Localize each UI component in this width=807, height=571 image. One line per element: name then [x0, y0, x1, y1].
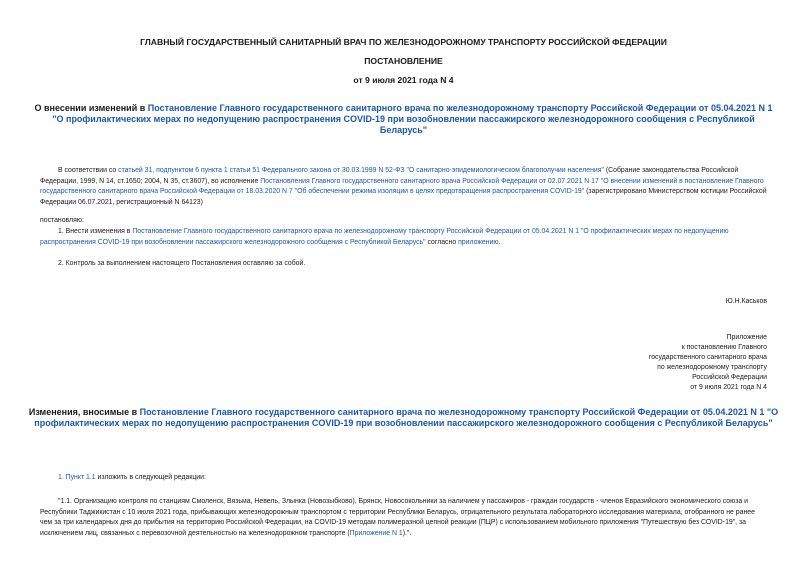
item-1-link-appendix[interactable]: приложению — [458, 238, 499, 246]
appendix-header — [649, 333, 767, 393]
appendix-line: государственного санитарного врача — [648, 354, 767, 361]
item-1-text-1: 1. Внести изменения в — [58, 228, 133, 235]
postanovlyayu-label: постановляю: — [40, 217, 84, 224]
change-1-text: изложить в следующей редакции: — [95, 474, 206, 481]
document-type: ПОСТАНОВЛЕНИЕ — [364, 56, 443, 66]
item-1 — [40, 227, 768, 248]
quoted-paragraph — [40, 497, 768, 539]
item-1-text-2: согласно — [425, 238, 459, 246]
title-prefix: О внесении изменений в — [34, 103, 148, 113]
preamble-link-federal-law[interactable]: статьей 31, подпунктом 6 пункта 1 статьи 51 Федерального закона от 30.03.1999 N 52-ФЗ "О санитарно-эпидемиологическом благополучии населения" — [118, 167, 604, 174]
item-1-link-resolution[interactable]: Постановление Главного государственного санитарного врача по железнодорожному транспорту Российской Федерации от 05.04.2021 N 1 "О профилактических мерах по недопущению распространения COVID-19 при возобновлении пассажирского железнодорожного сообщения с Республикой Беларусь" — [40, 228, 729, 246]
preamble-link-resolution[interactable]: Постановления Главного государственного санитарного врача Российской Федерации от 02.07.2021 N 17 "О внесении изменений в постановление Главного государственного санитарного врача Российской Федерации от 18.03.2020 N 7 "Об обеспечении режима изоляции в целях предотвращения распространения COVID-19" — [40, 177, 764, 195]
title-link[interactable]: Постановление Главного государственного санитарного врача по железнодорожному транспорту Российской Федерации от 05.04.2021 N 1 "О профилактических мерах по недопущению распространения COVID-19 при возобновлении пассажирского железнодорожного сообщения с Республикой Беларусь" — [52, 103, 773, 135]
preamble-text-3: (зарегистрировано Министерством юстиции Российской Федерации 06.07.2021, регистрационный N 64123) — [40, 188, 767, 206]
appendix-line: Приложение — [726, 334, 767, 341]
signature: Ю.Н.Каськов — [725, 298, 767, 305]
changes-title-link[interactable]: Постановление Главного государственного санитарного врача по железнодорожному транспорту Российской Федерации от 05.04.2021 N 1 "О профилактических мерах по недопущению распространения COVID-19 при возобновлении пассажирского железнодорожного сообщения с Республикой Беларусь" — [34, 407, 779, 428]
appendix-line: от 9 июля 2021 года N 4 — [690, 384, 767, 391]
changes-title-prefix: Изменения, вносимые в — [28, 407, 140, 417]
item-1-text-3: . — [498, 238, 501, 246]
preamble-text-1: В соответствии со — [58, 167, 119, 174]
appendix-line: Российской Федерации — [692, 374, 767, 381]
quote-text-1: "1.1. Организацию контроля по станциям Смоленск, Вязьма, Невель, Злынка (Новозыбково), Брянск, Новосокольники за наличием у пассажиров - граждан государств - членов Евразийского экономического союза и Республики Таджикистан с 10 июля 2021 года, прибывающих железнодорожным транспортом с территории Республики Беларусь, отрицательного результата лабораторного исследования материала, отобранного не ранее чем за три календарных дня до прибытия на территорию Российской Федерации, на COVID-19 методам полимеразной цепной реакции (ПЦР) с использованием мобильного приложения "Путешествую без COVID-19", за исключением лиц, связанных с перевозочной деятельностью на железнодорожном транспорте ( — [40, 498, 755, 537]
document-date-number: от 9 июля 2021 года N 4 — [353, 75, 454, 85]
changes-title — [28, 407, 779, 429]
change-1-link[interactable]: 1. Пункт 1.1 — [58, 474, 96, 481]
quote-text-2: ).". — [402, 529, 412, 537]
issuing-authority: ГЛАВНЫЙ ГОСУДАРСТВЕННЫЙ САНИТАРНЫЙ ВРАЧ ПО ЖЕЛЕЗНОДОРОЖНОМУ ТРАНСПОРТУ РОССИЙСКОЙ ФЕДЕРАЦИИ — [140, 37, 667, 47]
appendix-line: к постановлению Главного — [681, 344, 767, 351]
item-2: 2. Контроль за выполнением настоящего Постановления оставляю за собой. — [58, 260, 306, 267]
appendix-line: по железнодорожному транспорту — [657, 364, 767, 371]
change-1 — [58, 473, 206, 484]
quote-link-appendix-1[interactable]: Приложение N 1 — [349, 529, 403, 537]
document-title — [28, 103, 779, 136]
preamble-text-2: (Собрание законодательства Российской Федерации, 1999, N 14, ст.1650; 2004, N 35, ст.3607), во исполнение — [40, 167, 739, 185]
preamble — [40, 166, 768, 208]
